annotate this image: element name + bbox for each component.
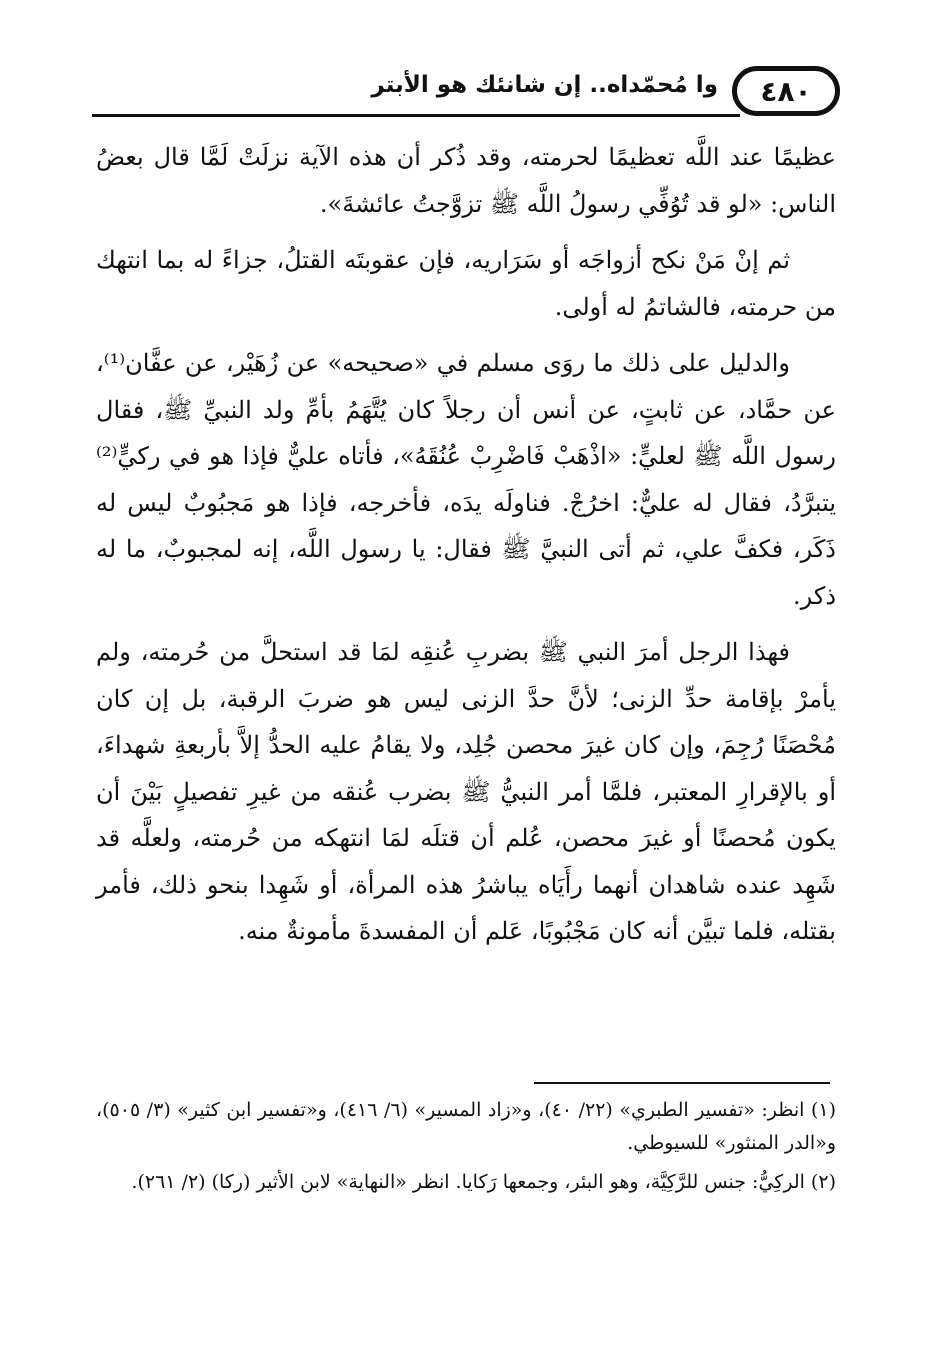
footnote-2: (٢) الركِيُّ: جنس للرَّكِيَّة، وهو البئر، وجمعها رَكايا. انظر «النهاية» لابن الأثير (ركا) (٢/ ٢٦١).	[131, 1171, 836, 1193]
header-rule	[92, 114, 740, 117]
page-number-badge: ٤٨٠	[732, 66, 840, 116]
main-text	[96, 134, 836, 965]
footnotes	[96, 1094, 836, 1205]
paragraph-4: فهذا الرجل أمرَ النبي ﷺ بضربِ عُنقِه لمَا قد استحلَّ من حُرمته، ولم يأمرْ بإقامة حدِّ الزنى؛ لأنَّ حدَّ الزنى ليس هو ضربَ الرقبة، بل إن كان مُحْصَنًا رُجِمَ، وإن كان غيرَ محصن جُلِد، ولا يقامُ عليه الحدُّ إلاَّ بأربعةِ شهداءَ، أو بالإقرارِ المعتبر، فلمَّا أمر النبيُّ ﷺ بضرب عُنقه من غيرِ تفصيلٍ بَيْنَ أن يكون مُحصنًا أو غيرَ محصن، عُلم أن قتلَه لمَا انتهكه من حُرمته، ولعلَّه قد شَهِد عنده شاهدان أنهما رأَيَاه يباشرُ هذه المرأة، أو شَهِدا بنحو ذلك، فأمر بقتله، فلما تبيَّن أنه كان مَجْبُوبًا، عَلم أن المفسدةَ مأمونةٌ منه.	[96, 638, 836, 945]
footnote-rule	[534, 1082, 830, 1084]
paragraph-1: عظيمًا عند اللَّه تعظيمًا لحرمته، وقد ذُكر أن هذه الآية نزلَتْ لَمَّا قال بعضُ الناس: «لو قد تُوُفِّي رسولُ اللَّه ﷺ تزوَّجتُ عائشةَ».	[96, 143, 836, 218]
paragraph-3: والدليل على ذلك ما روَى مسلم في «صحيحه» عن زُهَيْر، عن عفَّان⁽¹⁾، عن حمَّاد، عن ثابتٍ، عن أنس أن رجلاً كان يُتَّهَمُ بأمِّ ولد النبيِّ ﷺ، فقال رسول اللَّه ﷺ لعليٍّ: «اذْهَبْ فَاضْرِبْ عُنُقَهُ»، فأتاه عليٌّ فإذا هو في ركيٍّ⁽²⁾ يتبرَّدُ، فقال له عليٌّ: اخرُجْ. فناولَه يدَه، فأخرجه، فإذا هو مَجبُوبٌ ليس له ذَكَر، فكفَّ علي، ثم أتى النبيَّ ﷺ فقال: يا رسول اللَّه، إنه لمجبوبٌ، ما له ذكر.	[96, 349, 836, 610]
paragraph-2: ثم إنْ مَنْ نكح أزواجَه أو سَرَاريه، فإن عقوبتَه القتلُ، جزاءً له بما انتهك من حرمته، فالشاتمُ له أولى.	[96, 246, 836, 321]
page-header	[92, 66, 840, 124]
running-title: وا مُحمّداه.. إن شانئك هو الأبتر	[371, 72, 718, 98]
footnote-1: (١) انظر: «تفسير الطبري» (٢٢/ ٤٠)، و«زاد المسير» (٦/ ٤١٦)، و«تفسير ابن كثير» (٣/ ٥٠٥)، و«الدر المنثور» للسيوطي.	[96, 1099, 836, 1154]
